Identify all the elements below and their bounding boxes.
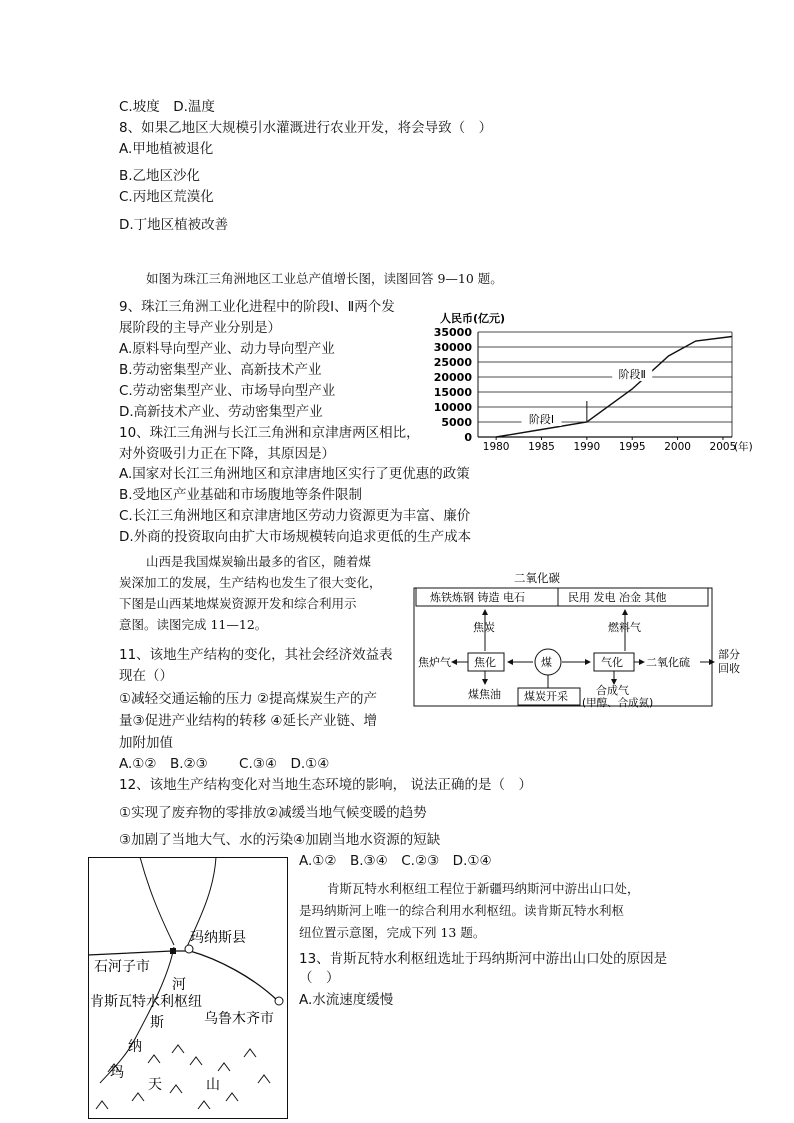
intro-11-line1: 山西是我国煤炭输出最多的省区，随着煤 — [146, 554, 372, 569]
y-tick-label: 10000 — [433, 401, 472, 414]
q9-option-c: C.劳动密集型产业、市场导向型产业 — [119, 383, 336, 399]
q9-option-a: A.原料导向型产业、动力导向型产业 — [119, 341, 335, 357]
x-tick-label: 1980 — [482, 441, 510, 453]
river-si-label: 斯 — [150, 1015, 164, 1031]
shan-label: 山 — [206, 1077, 220, 1093]
y-tick-label: 35000 — [433, 326, 472, 339]
coking-label: 焦化 — [474, 656, 496, 669]
recycle-label-2: 回收 — [718, 662, 740, 675]
coal-label: 煤 — [541, 656, 552, 669]
coke-uses-label: 炼铁炼钢 铸造 电石 — [430, 591, 525, 604]
q11-stem-2: 现在（） — [119, 668, 173, 684]
chart-y-label: 人民币(亿元) — [440, 312, 506, 325]
q8-option-b: B.乙地区沙化 — [119, 168, 201, 184]
manas-county-label: 玛纳斯县 — [190, 930, 246, 946]
coke-label: 焦炭 — [473, 621, 495, 634]
intro-11-line3: 下图是山西某地煤炭资源开发和综合利用示 — [119, 596, 357, 611]
y-tick-label: 0 — [464, 431, 472, 444]
q10-option-c: C.长江三角洲地区和京津唐地区劳动力资源更为丰富、廉价 — [119, 508, 471, 524]
industrial-output-chart — [420, 300, 760, 460]
tar-label: 煤焦油 — [468, 688, 501, 701]
y-tick-label: 5000 — [441, 416, 472, 429]
q10-option-b: B.受地区产业基础和市场腹地等条件限制 — [119, 487, 363, 503]
intro-11-line2: 炭深加工的发展，生产结构也发生了很大变化， — [119, 575, 382, 590]
q9-option-b: B.劳动密集型产业、高新技术产业 — [119, 362, 322, 378]
syngas-sub-label: (甲醇、合成氨) — [582, 697, 654, 709]
gasify-label: 气化 — [601, 656, 623, 669]
so2-label: 二氧化硫 — [646, 656, 690, 669]
q11-options: A.①② B.②③ C.③④ D.①④ — [119, 756, 330, 772]
q13-stem-2: （ ） — [299, 970, 340, 986]
intro-13-line2: 是玛纳斯河上唯一的综合利用水利枢纽。读肯斯瓦特水利枢 — [299, 903, 625, 918]
kenswat-location-map — [88, 857, 288, 1119]
y-tick-label: 30000 — [433, 341, 472, 354]
recycle-label-1: 部分 — [718, 648, 740, 661]
fuel-gas-label: 燃料气 — [608, 621, 641, 634]
river-ma-label: 玛 — [110, 1065, 124, 1081]
q8-option-a: A.甲地植被退化 — [119, 141, 214, 157]
x-tick-label: 2005 — [709, 441, 737, 453]
coal-utilization-diagram — [410, 568, 750, 713]
intro-9-10: 如图为珠江三角洲地区工业总产值增长图，读图回答 9—10 题。 — [146, 271, 503, 286]
y-tick-label: 15000 — [433, 386, 472, 399]
co2-top-label: 二氧化碳 — [514, 571, 560, 585]
q10-option-a: A.国家对长江三角洲地区和京津唐地区实行了更优惠的政策 — [119, 466, 470, 482]
stage-annotation: 阶段Ⅱ — [618, 368, 646, 381]
mining-label: 煤炭开采 — [524, 690, 568, 703]
q8-option-d: D.丁地区植被改善 — [119, 217, 229, 233]
shihezi-label: 石河子市 — [94, 959, 150, 975]
q10-stem-2: 对外资吸引力正在下降，其原因是） — [119, 446, 335, 462]
q7-options: C.坡度 D.温度 — [119, 99, 215, 115]
intro-13-line3: 纽位置示意图，完成下列 13 题。 — [299, 925, 486, 940]
kenswat-label: 肯斯瓦特水利枢纽 — [90, 994, 202, 1010]
q9-stem-2: 展阶段的主导产业分别是） — [119, 320, 281, 336]
q9-option-d: D.高新技术产业、劳动密集型产业 — [119, 404, 323, 420]
y-tick-label: 25000 — [433, 356, 472, 369]
coke-oven-gas-label: 焦炉气 — [418, 656, 451, 669]
intro-11-line4: 意图。读图完成 11—12。 — [119, 617, 268, 632]
x-tick-label: 1990 — [573, 441, 601, 453]
x-unit-label: (年) — [734, 441, 753, 453]
q10-option-d: D.外商的投资取向由扩大市场规模转向追求更低的生产成本 — [119, 529, 472, 545]
x-tick-label: 1985 — [528, 441, 555, 453]
q10-stem-1: 10、珠江三角洲与长江三角洲和京津唐两区相比， — [119, 425, 420, 441]
q12-statement-1: ①实现了废弃物的零排放②减缓当地气候变暖的趋势 — [119, 805, 427, 821]
gas-uses-label: 民用 发电 冶金 其他 — [568, 591, 667, 604]
q11-statement-3: 加附加值 — [119, 735, 173, 751]
q11-stem-1: 11、该地生产结构的变化，其社会经济效益表 — [119, 647, 393, 663]
q8-stem: 8、如果乙地区大规模引水灌溉进行农业开发，将会导致（ ） — [119, 120, 493, 136]
syngas-label: 合成气 — [596, 684, 629, 697]
intro-13-line1: 肯斯瓦特水利枢纽工程位于新疆玛纳斯河中游出山口处， — [327, 881, 640, 896]
q8-option-c: C.丙地区荒漠化 — [119, 189, 214, 205]
q12-stem: 12、该地生产结构变化对当地生态环境的影响， 说法正确的是（ ） — [119, 777, 532, 793]
x-tick-label: 2000 — [664, 441, 691, 453]
q13-stem-1: 13、肯斯瓦特水利枢纽选址于玛纳斯河中游出山口处的原因是 — [299, 951, 668, 967]
x-tick-label: 1995 — [618, 441, 646, 453]
tian-label: 天 — [148, 1077, 162, 1093]
q11-statement-2: 量③促进产业结构的转移 ④延长产业链、增 — [119, 713, 377, 729]
q12-statement-2: ③加剧了当地大气、水的污染④加剧当地水资源的短缺 — [119, 832, 441, 848]
y-tick-label: 20000 — [433, 371, 472, 384]
q11-statement-1: ①减轻交通运输的压力 ②提高煤炭生产的产 — [119, 691, 377, 707]
q9-stem-1: 9、珠江三角洲工业化进程中的阶段Ⅰ、Ⅱ两个发 — [119, 299, 395, 315]
q12-options: A.①② B.③④ C.②③ D.①④ — [299, 853, 492, 869]
urumqi-label: 乌鲁木齐市 — [204, 1011, 274, 1027]
stage-annotation: 阶段Ⅰ — [528, 413, 555, 426]
river-na-label: 纳 — [128, 1039, 142, 1055]
river-he-label: 河 — [172, 977, 186, 993]
q13-option-a: A.水流速度缓慢 — [299, 992, 394, 1008]
